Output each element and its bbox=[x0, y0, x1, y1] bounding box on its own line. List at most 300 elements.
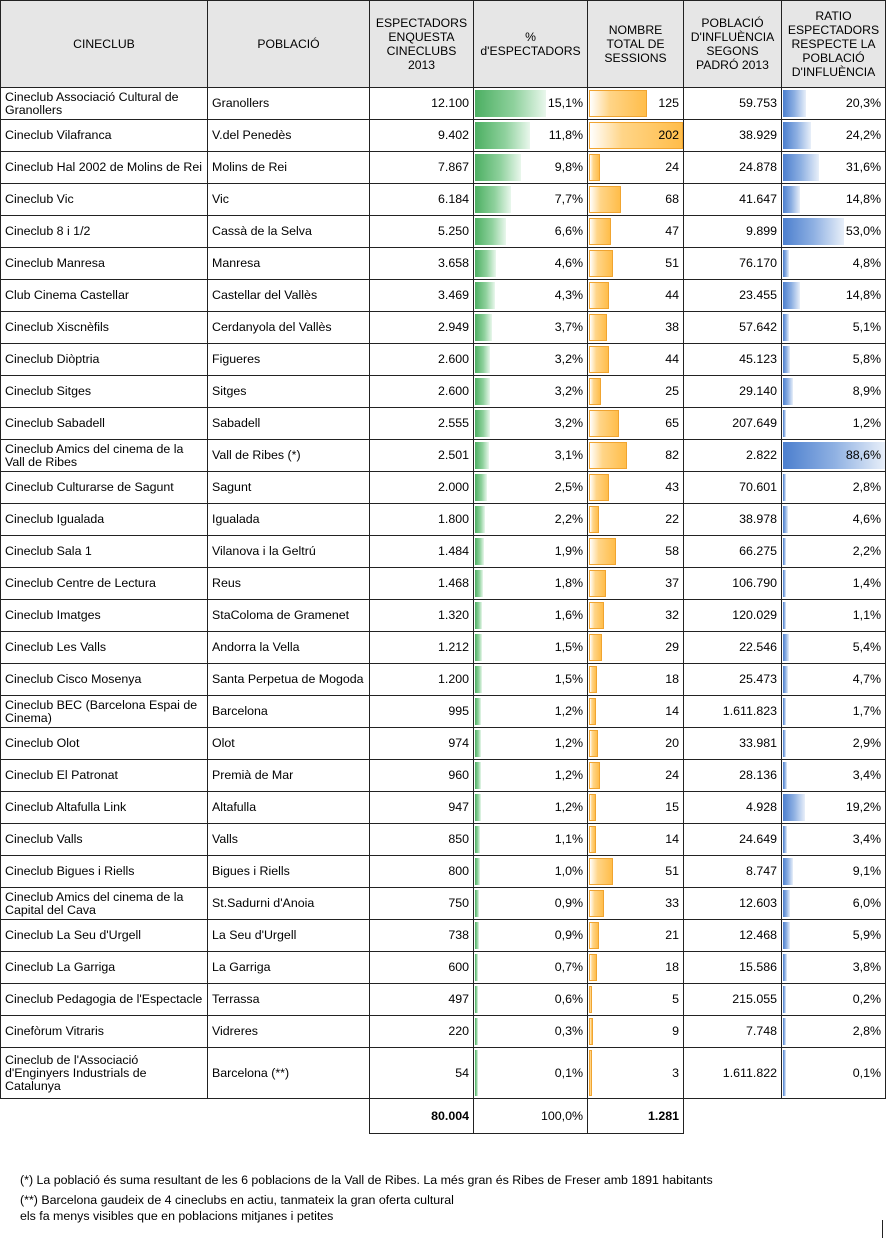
sessions-bar bbox=[589, 634, 602, 661]
cell-sessions bbox=[588, 248, 684, 280]
table-row bbox=[1, 728, 886, 760]
cell-sessions bbox=[588, 88, 684, 120]
cell-espectadors: 750 bbox=[370, 888, 474, 920]
cell-cineclub: Cineclub Xiscnèfils bbox=[1, 312, 208, 344]
percent-value: 3,2% bbox=[554, 352, 583, 366]
ratio-value: 2,2% bbox=[852, 544, 881, 558]
cell-espectadors: 3.658 bbox=[370, 248, 474, 280]
percent-value: 3,2% bbox=[554, 384, 583, 398]
cell-espectadors: 947 bbox=[370, 792, 474, 824]
cell-ratio bbox=[782, 440, 886, 472]
cell-ratio bbox=[782, 152, 886, 184]
table-row bbox=[1, 984, 886, 1016]
cell-cineclub: Cineclub Manresa bbox=[1, 248, 208, 280]
percent-bar bbox=[475, 218, 506, 245]
percent-value: 0,9% bbox=[554, 896, 583, 910]
sessions-value: 20 bbox=[665, 736, 679, 750]
percent-value: 3,1% bbox=[554, 448, 583, 462]
ratio-bar bbox=[783, 1050, 786, 1096]
percent-value: 1,5% bbox=[554, 672, 583, 686]
cell-influencia: 1.611.823 bbox=[684, 696, 782, 728]
cell-poblacio: Sitges bbox=[208, 376, 370, 408]
table-row bbox=[1, 824, 886, 856]
table-row bbox=[1, 280, 886, 312]
cell-influencia: 215.055 bbox=[684, 984, 782, 1016]
sessions-value: 21 bbox=[665, 928, 679, 942]
percent-value: 1,2% bbox=[554, 800, 583, 814]
text-cursor bbox=[882, 1220, 883, 1238]
cell-influencia: 1.611.822 bbox=[684, 1048, 782, 1099]
cell-sessions bbox=[588, 152, 684, 184]
cell-espectadors: 9.402 bbox=[370, 120, 474, 152]
cell-influencia: 70.601 bbox=[684, 472, 782, 504]
ratio-value: 1,7% bbox=[852, 704, 881, 718]
percent-bar bbox=[475, 698, 481, 725]
percent-bar bbox=[475, 890, 479, 917]
cell-poblacio: Sagunt bbox=[208, 472, 370, 504]
sessions-bar bbox=[589, 570, 606, 597]
cell-ratio bbox=[782, 920, 886, 952]
cell-poblacio: Granollers bbox=[208, 88, 370, 120]
cell-poblacio: Terrassa bbox=[208, 984, 370, 1016]
totals-blank bbox=[208, 1099, 370, 1134]
cell-sessions bbox=[588, 312, 684, 344]
sessions-value: 125 bbox=[658, 96, 679, 110]
cell-espectadors: 2.000 bbox=[370, 472, 474, 504]
cell-sessions bbox=[588, 824, 684, 856]
sessions-bar bbox=[589, 1018, 593, 1045]
cell-influencia: 24.649 bbox=[684, 824, 782, 856]
header-influencia: POBLACIÓ D'INFLUÈNCIA SEGONS PADRÓ 2013 bbox=[684, 1, 782, 88]
cell-percent bbox=[474, 376, 588, 408]
cell-sessions bbox=[588, 856, 684, 888]
cell-cineclub: Cineclub Altafulla Link bbox=[1, 792, 208, 824]
cell-poblacio: Andorra la Vella bbox=[208, 632, 370, 664]
ratio-value: 5,9% bbox=[852, 928, 881, 942]
cell-poblacio: Barcelona bbox=[208, 696, 370, 728]
ratio-bar bbox=[783, 922, 790, 949]
cell-influencia: 66.275 bbox=[684, 536, 782, 568]
percent-value: 7,7% bbox=[554, 192, 583, 206]
cell-espectadors: 1.212 bbox=[370, 632, 474, 664]
cell-sessions bbox=[588, 632, 684, 664]
percent-value: 1,2% bbox=[554, 736, 583, 750]
cell-percent bbox=[474, 184, 588, 216]
sessions-value: 15 bbox=[665, 800, 679, 814]
cell-influencia: 28.136 bbox=[684, 760, 782, 792]
cell-influencia: 15.586 bbox=[684, 952, 782, 984]
ratio-bar bbox=[783, 378, 793, 405]
sessions-bar bbox=[589, 762, 600, 789]
cell-ratio bbox=[782, 696, 886, 728]
cell-cineclub: Cineclub Igualada bbox=[1, 504, 208, 536]
cell-cineclub: Cineclub Vic bbox=[1, 184, 208, 216]
cell-espectadors: 7.867 bbox=[370, 152, 474, 184]
sessions-value: 44 bbox=[665, 352, 679, 366]
sessions-value: 43 bbox=[665, 480, 679, 494]
header-espectadors: ESPECTADORS ENQUESTA CINECLUBS 2013 bbox=[370, 1, 474, 88]
cell-ratio bbox=[782, 824, 886, 856]
ratio-value: 2,8% bbox=[852, 1024, 881, 1038]
ratio-bar bbox=[783, 890, 790, 917]
cell-cineclub: Cineclub La Garriga bbox=[1, 952, 208, 984]
percent-bar bbox=[475, 378, 490, 405]
sessions-value: 51 bbox=[665, 256, 679, 270]
ratio-value: 19,2% bbox=[845, 800, 881, 814]
cell-influencia: 8.747 bbox=[684, 856, 782, 888]
sessions-bar bbox=[589, 922, 599, 949]
ratio-value: 24,2% bbox=[845, 128, 881, 142]
ratio-bar bbox=[783, 794, 805, 821]
cell-cineclub: Cineclub Amics del cinema de la Vall de Ribes bbox=[1, 440, 208, 472]
header-percent: % d'ESPECTADORS bbox=[474, 1, 588, 88]
cell-ratio bbox=[782, 600, 886, 632]
sessions-value: 202 bbox=[658, 128, 679, 142]
cell-cineclub: Cineclub 8 i 1/2 bbox=[1, 216, 208, 248]
cell-sessions bbox=[588, 920, 684, 952]
cell-espectadors: 497 bbox=[370, 984, 474, 1016]
cell-ratio bbox=[782, 504, 886, 536]
table-row bbox=[1, 856, 886, 888]
cell-ratio bbox=[782, 280, 886, 312]
percent-value: 2,5% bbox=[554, 480, 583, 494]
cell-influencia: 106.790 bbox=[684, 568, 782, 600]
cell-cineclub: Cineclub Olot bbox=[1, 728, 208, 760]
table-row bbox=[1, 312, 886, 344]
cell-cineclub: Cineclub Centre de Lectura bbox=[1, 568, 208, 600]
cell-ratio bbox=[782, 216, 886, 248]
percent-value: 3,2% bbox=[554, 416, 583, 430]
cell-poblacio: Sabadell bbox=[208, 408, 370, 440]
cell-ratio bbox=[782, 344, 886, 376]
cell-espectadors: 3.469 bbox=[370, 280, 474, 312]
cell-ratio bbox=[782, 120, 886, 152]
cell-percent bbox=[474, 792, 588, 824]
percent-bar bbox=[475, 570, 483, 597]
ratio-bar bbox=[783, 986, 786, 1013]
cell-espectadors: 850 bbox=[370, 824, 474, 856]
percent-value: 4,3% bbox=[554, 288, 583, 302]
ratio-value: 0,2% bbox=[852, 992, 881, 1006]
cell-influencia: 23.455 bbox=[684, 280, 782, 312]
cell-poblacio: Altafulla bbox=[208, 792, 370, 824]
sessions-value: 14 bbox=[665, 832, 679, 846]
sessions-bar bbox=[589, 218, 611, 245]
table-row bbox=[1, 504, 886, 536]
cell-espectadors: 5.250 bbox=[370, 216, 474, 248]
cell-ratio bbox=[782, 472, 886, 504]
cell-poblacio: Bigues i Riells bbox=[208, 856, 370, 888]
cell-influencia: 41.647 bbox=[684, 184, 782, 216]
table-row bbox=[1, 760, 886, 792]
cell-sessions bbox=[588, 280, 684, 312]
cell-percent bbox=[474, 728, 588, 760]
sessions-value: 22 bbox=[665, 512, 679, 526]
ratio-bar bbox=[783, 346, 790, 373]
table-row bbox=[1, 536, 886, 568]
ratio-bar bbox=[783, 698, 786, 725]
cell-espectadors: 1.484 bbox=[370, 536, 474, 568]
ratio-value: 20,3% bbox=[845, 96, 881, 110]
cell-ratio bbox=[782, 184, 886, 216]
sessions-value: 9 bbox=[672, 1024, 679, 1038]
ratio-bar bbox=[783, 506, 788, 533]
cell-percent bbox=[474, 216, 588, 248]
sessions-value: 18 bbox=[665, 960, 679, 974]
cell-influencia: 38.978 bbox=[684, 504, 782, 536]
sessions-value: 44 bbox=[665, 288, 679, 302]
cell-espectadors: 12.100 bbox=[370, 88, 474, 120]
sessions-value: 14 bbox=[665, 704, 679, 718]
cell-percent bbox=[474, 760, 588, 792]
ratio-value: 1,1% bbox=[852, 608, 881, 622]
percent-bar bbox=[475, 794, 481, 821]
totals-row bbox=[1, 1099, 886, 1134]
cell-ratio bbox=[782, 1016, 886, 1048]
ratio-bar bbox=[783, 858, 793, 885]
cell-cineclub: Cineclub Imatges bbox=[1, 600, 208, 632]
sessions-bar bbox=[589, 538, 616, 565]
cell-poblacio: St.Sadurni d'Anoia bbox=[208, 888, 370, 920]
percent-bar bbox=[475, 826, 480, 853]
sessions-bar bbox=[589, 890, 604, 917]
cell-percent bbox=[474, 536, 588, 568]
ratio-value: 5,8% bbox=[852, 352, 881, 366]
cell-poblacio: Castellar del Vallès bbox=[208, 280, 370, 312]
percent-value: 11,8% bbox=[548, 128, 583, 142]
cell-cineclub: Club Cinema Castellar bbox=[1, 280, 208, 312]
sessions-bar bbox=[589, 314, 607, 341]
cell-influencia: 29.140 bbox=[684, 376, 782, 408]
cell-percent bbox=[474, 824, 588, 856]
percent-value: 3,7% bbox=[554, 320, 583, 334]
percent-value: 1,8% bbox=[554, 576, 583, 590]
cell-percent bbox=[474, 984, 588, 1016]
percent-value: 0,3% bbox=[554, 1024, 583, 1038]
cell-ratio bbox=[782, 792, 886, 824]
ratio-value: 0,1% bbox=[852, 1065, 881, 1080]
cell-percent bbox=[474, 920, 588, 952]
table-row bbox=[1, 408, 886, 440]
percent-value: 0,1% bbox=[554, 1065, 583, 1080]
ratio-bar bbox=[783, 282, 800, 309]
percent-bar bbox=[475, 154, 521, 181]
cell-espectadors: 800 bbox=[370, 856, 474, 888]
sessions-value: 24 bbox=[665, 768, 679, 782]
table-row bbox=[1, 664, 886, 696]
cell-sessions bbox=[588, 184, 684, 216]
ratio-bar bbox=[783, 602, 786, 629]
table-row bbox=[1, 888, 886, 920]
cell-poblacio: Cassà de la Selva bbox=[208, 216, 370, 248]
cell-ratio bbox=[782, 728, 886, 760]
cell-ratio bbox=[782, 536, 886, 568]
cell-poblacio: Figueres bbox=[208, 344, 370, 376]
sessions-value: 24 bbox=[665, 160, 679, 174]
percent-value: 9,8% bbox=[554, 160, 583, 174]
cell-poblacio: V.del Penedès bbox=[208, 120, 370, 152]
sessions-bar bbox=[589, 378, 601, 405]
cell-espectadors: 1.468 bbox=[370, 568, 474, 600]
cell-sessions bbox=[588, 120, 684, 152]
ratio-value: 5,4% bbox=[852, 640, 881, 654]
cell-sessions bbox=[588, 344, 684, 376]
cell-sessions bbox=[588, 696, 684, 728]
cell-sessions bbox=[588, 728, 684, 760]
cell-influencia: 76.170 bbox=[684, 248, 782, 280]
percent-value: 1,9% bbox=[554, 544, 583, 558]
ratio-bar bbox=[783, 154, 819, 181]
sessions-bar bbox=[589, 506, 599, 533]
ratio-value: 6,0% bbox=[852, 896, 881, 910]
ratio-bar bbox=[783, 186, 800, 213]
cell-percent bbox=[474, 408, 588, 440]
percent-bar bbox=[475, 250, 496, 277]
sessions-value: 29 bbox=[665, 640, 679, 654]
cell-poblacio: Valls bbox=[208, 824, 370, 856]
cell-espectadors: 2.501 bbox=[370, 440, 474, 472]
sessions-bar bbox=[589, 986, 592, 1013]
percent-bar bbox=[475, 186, 511, 213]
ratio-value: 14,8% bbox=[845, 288, 881, 302]
sessions-bar bbox=[589, 954, 597, 981]
percent-bar bbox=[475, 986, 478, 1013]
cell-poblacio: Vidreres bbox=[208, 1016, 370, 1048]
cell-influencia: 22.546 bbox=[684, 632, 782, 664]
table-row bbox=[1, 696, 886, 728]
sessions-value: 47 bbox=[665, 224, 679, 238]
sessions-bar bbox=[589, 154, 600, 181]
sessions-bar bbox=[589, 442, 627, 469]
cell-sessions bbox=[588, 888, 684, 920]
percent-bar bbox=[475, 538, 484, 565]
percent-bar bbox=[475, 1050, 478, 1096]
sessions-value: 3 bbox=[672, 1065, 679, 1080]
sessions-value: 82 bbox=[665, 448, 679, 462]
cell-influencia: 45.123 bbox=[684, 344, 782, 376]
sessions-bar bbox=[589, 602, 604, 629]
cell-espectadors: 54 bbox=[370, 1048, 474, 1099]
cell-percent bbox=[474, 664, 588, 696]
sessions-value: 25 bbox=[665, 384, 679, 398]
ratio-value: 4,8% bbox=[852, 256, 881, 270]
table-row bbox=[1, 88, 886, 120]
cell-espectadors: 220 bbox=[370, 1016, 474, 1048]
cell-sessions bbox=[588, 1048, 684, 1099]
ratio-value: 3,4% bbox=[852, 832, 881, 846]
table-row bbox=[1, 152, 886, 184]
cell-percent bbox=[474, 88, 588, 120]
cell-cineclub: Cineclub Sabadell bbox=[1, 408, 208, 440]
cell-cineclub: Cineclub Valls bbox=[1, 824, 208, 856]
cell-espectadors: 995 bbox=[370, 696, 474, 728]
table-row bbox=[1, 600, 886, 632]
cell-cineclub: Cineclub Hal 2002 de Molins de Rei bbox=[1, 152, 208, 184]
cell-influencia: 38.929 bbox=[684, 120, 782, 152]
cell-influencia: 59.753 bbox=[684, 88, 782, 120]
cell-ratio bbox=[782, 376, 886, 408]
sessions-value: 38 bbox=[665, 320, 679, 334]
cell-percent bbox=[474, 120, 588, 152]
cell-sessions bbox=[588, 664, 684, 696]
cell-poblacio: Molins de Rei bbox=[208, 152, 370, 184]
cell-percent bbox=[474, 1048, 588, 1099]
cell-cineclub: Cineclub La Seu d'Urgell bbox=[1, 920, 208, 952]
ratio-bar bbox=[783, 730, 786, 757]
cell-poblacio: Olot bbox=[208, 728, 370, 760]
cell-ratio bbox=[782, 952, 886, 984]
cell-ratio bbox=[782, 248, 886, 280]
percent-bar bbox=[475, 122, 530, 149]
percent-bar bbox=[475, 1018, 478, 1045]
cell-cineclub: Cineclub Associació Cultural de Granollers bbox=[1, 88, 208, 120]
table-row bbox=[1, 472, 886, 504]
percent-bar bbox=[475, 954, 478, 981]
table-row bbox=[1, 376, 886, 408]
cell-percent bbox=[474, 312, 588, 344]
cell-cineclub: Cineclub Les Valls bbox=[1, 632, 208, 664]
table-row bbox=[1, 184, 886, 216]
footnote-1: (*) La població és suma resultant de les 6 poblacions de la Vall de Ribes. La més gran és Ribes de Freser amb 1891 habitants bbox=[20, 1173, 713, 1187]
percent-bar bbox=[475, 602, 482, 629]
cell-influencia: 2.822 bbox=[684, 440, 782, 472]
sessions-value: 68 bbox=[665, 192, 679, 206]
cell-sessions bbox=[588, 1016, 684, 1048]
ratio-bar bbox=[783, 762, 787, 789]
cell-ratio bbox=[782, 632, 886, 664]
ratio-bar bbox=[783, 666, 788, 693]
cell-percent bbox=[474, 632, 588, 664]
ratio-value: 53,0% bbox=[845, 224, 881, 238]
table-row bbox=[1, 632, 886, 664]
cell-sessions bbox=[588, 536, 684, 568]
cell-cineclub: Cineclub Bigues i Riells bbox=[1, 856, 208, 888]
cell-espectadors: 2.949 bbox=[370, 312, 474, 344]
cell-cineclub: Cineclub Sala 1 bbox=[1, 536, 208, 568]
cell-sessions bbox=[588, 216, 684, 248]
ratio-bar bbox=[783, 570, 786, 597]
ratio-bar bbox=[783, 90, 806, 117]
cell-percent bbox=[474, 568, 588, 600]
percent-value: 0,9% bbox=[554, 928, 583, 942]
cell-poblacio: Barcelona (**) bbox=[208, 1048, 370, 1099]
sessions-value: 58 bbox=[665, 544, 679, 558]
cell-ratio bbox=[782, 312, 886, 344]
cell-espectadors: 1.320 bbox=[370, 600, 474, 632]
cell-percent bbox=[474, 344, 588, 376]
totals-blank bbox=[782, 1099, 886, 1134]
percent-bar bbox=[475, 346, 490, 373]
cell-sessions bbox=[588, 600, 684, 632]
percent-bar bbox=[475, 730, 481, 757]
sessions-bar bbox=[589, 90, 647, 117]
ratio-value: 9,1% bbox=[852, 864, 881, 878]
table-row bbox=[1, 344, 886, 376]
percent-value: 0,6% bbox=[554, 992, 583, 1006]
total-espectadors: 80.004 bbox=[370, 1099, 474, 1134]
cell-influencia: 25.473 bbox=[684, 664, 782, 696]
cell-poblacio: Vall de Ribes (*) bbox=[208, 440, 370, 472]
cell-percent bbox=[474, 280, 588, 312]
cell-influencia: 57.642 bbox=[684, 312, 782, 344]
ratio-value: 4,6% bbox=[852, 512, 881, 526]
cell-ratio bbox=[782, 888, 886, 920]
percent-value: 1,2% bbox=[554, 768, 583, 782]
sessions-value: 33 bbox=[665, 896, 679, 910]
ratio-value: 1,4% bbox=[852, 576, 881, 590]
sessions-bar bbox=[589, 410, 619, 437]
cell-poblacio: La Garriga bbox=[208, 952, 370, 984]
